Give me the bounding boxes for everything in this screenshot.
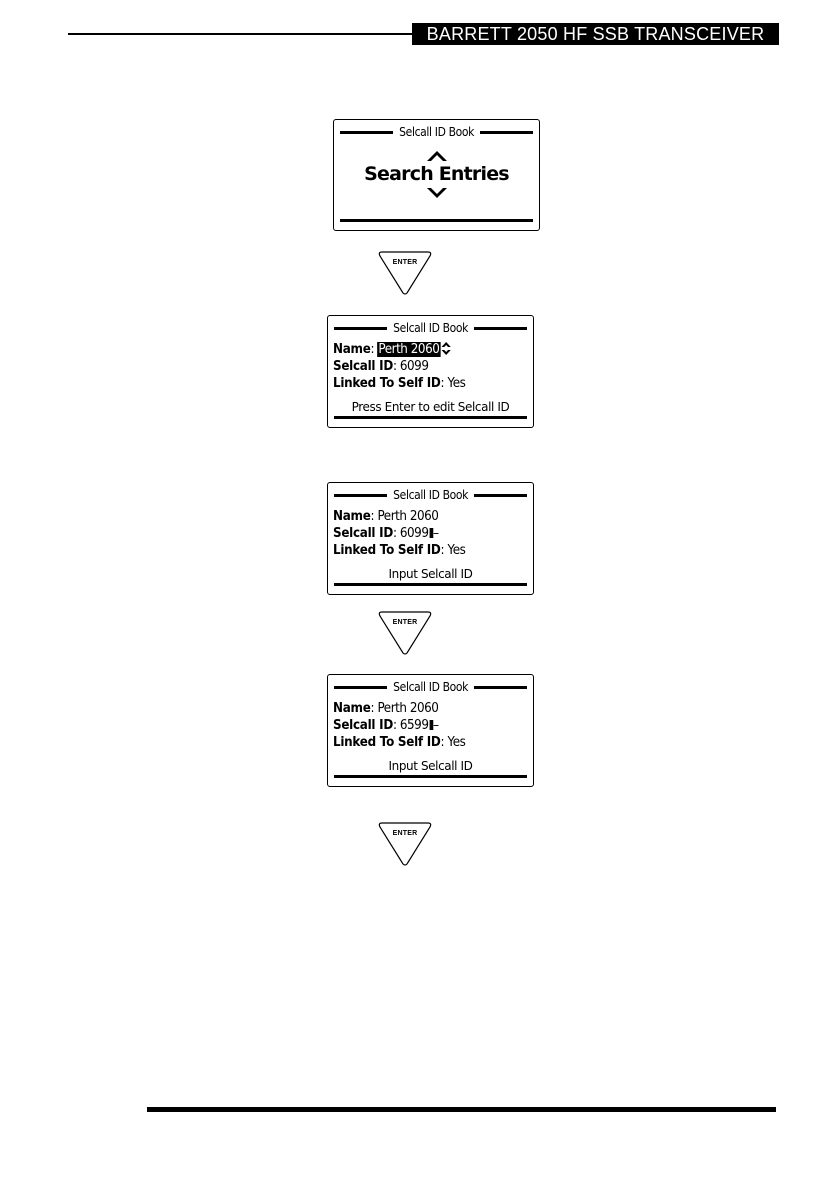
title-rule-right (474, 686, 527, 689)
scroll-down-icon (426, 187, 448, 199)
lcd-title: Selcall ID Book (393, 321, 468, 335)
lcd-title: Selcall ID Book (399, 125, 474, 139)
linked-label: Linked To Self ID (333, 735, 441, 750)
selcall-label: Selcall ID (333, 359, 393, 374)
name-row: Name: Perth 2060 (333, 509, 439, 524)
linked-value: Yes (447, 376, 466, 391)
enter-key-shape (376, 251, 434, 295)
title-rule-right (480, 131, 533, 134)
lcd-bottom-rule (334, 775, 527, 778)
name-label: Name (333, 701, 371, 716)
lcd-footer-text: Press Enter to edit Selcall ID (351, 400, 510, 414)
selcall-value: 6599 (399, 718, 429, 733)
selcall-suffix: – (433, 526, 439, 541)
name-row: Name: Perth 2060 (333, 701, 439, 716)
selcall-label: Selcall ID (333, 526, 393, 541)
lcd-screen-search (333, 119, 540, 231)
selcall-value: 6099 (399, 526, 429, 541)
selcall-label: Selcall ID (333, 718, 393, 733)
linked-row: Linked To Self ID: Yes (333, 735, 466, 750)
name-value: Perth 2060 (377, 509, 439, 524)
enter-key-label: ENTER (392, 830, 418, 837)
name-row: Name: Perth 2060 (333, 342, 450, 358)
enter-key-shape (376, 611, 434, 655)
up-down-arrows-icon (441, 342, 450, 355)
lcd-bottom-rule (334, 416, 527, 419)
selcall-suffix: – (433, 718, 439, 733)
lcd-bottom-rule (334, 583, 527, 586)
linked-value: Yes (447, 543, 466, 558)
linked-label: Linked To Self ID (333, 543, 441, 558)
title-rule-left (334, 686, 387, 689)
selcall-row: Selcall ID: 6099 – (333, 526, 439, 541)
enter-key[interactable] (376, 611, 434, 655)
page-header-title: BARRETT 2050 HF SSB TRANSCEIVER (412, 23, 779, 45)
linked-row: Linked To Self ID: Yes (333, 376, 466, 391)
lcd-title-bar (334, 487, 527, 503)
title-rule-right (474, 494, 527, 497)
linked-label: Linked To Self ID (333, 376, 441, 391)
lcd-screen-input-1 (327, 482, 534, 595)
name-value-selected: Perth 2060 (378, 342, 440, 357)
enter-key-label: ENTER (392, 259, 418, 266)
title-rule-right (474, 327, 527, 330)
linked-value: Yes (447, 735, 466, 750)
name-label: Name (333, 342, 371, 357)
lcd-title: Selcall ID Book (393, 488, 468, 502)
enter-key-shape (376, 822, 434, 866)
title-rule-left (334, 327, 387, 330)
lcd-title-bar (334, 679, 527, 695)
linked-row: Linked To Self ID: Yes (333, 543, 466, 558)
name-value: Perth 2060 (377, 701, 439, 716)
title-rule-left (334, 494, 387, 497)
enter-key-label: ENTER (392, 619, 418, 626)
lcd-screen-input-2 (327, 674, 534, 787)
footer-rule (147, 1107, 776, 1112)
lcd-footer-text: Input Selcall ID (388, 567, 473, 581)
selcall-row: Selcall ID: 6099 (333, 359, 429, 374)
lcd-screen-entry (327, 315, 534, 428)
lcd-title-bar (334, 320, 527, 336)
title-rule-left (340, 131, 393, 134)
selcall-value: 6099 (399, 359, 429, 374)
enter-key[interactable] (376, 251, 434, 295)
enter-key[interactable] (376, 822, 434, 866)
lcd-footer-text: Input Selcall ID (388, 759, 473, 773)
selcall-row: Selcall ID: 6599 – (333, 718, 439, 733)
lcd-title-bar (340, 124, 533, 140)
header-rule (68, 33, 416, 35)
lcd-bottom-rule (340, 219, 533, 222)
name-label: Name (333, 509, 371, 524)
menu-item-search-entries: Search Entries (364, 163, 509, 185)
lcd-title: Selcall ID Book (393, 680, 468, 694)
scroll-up-icon (426, 150, 448, 162)
